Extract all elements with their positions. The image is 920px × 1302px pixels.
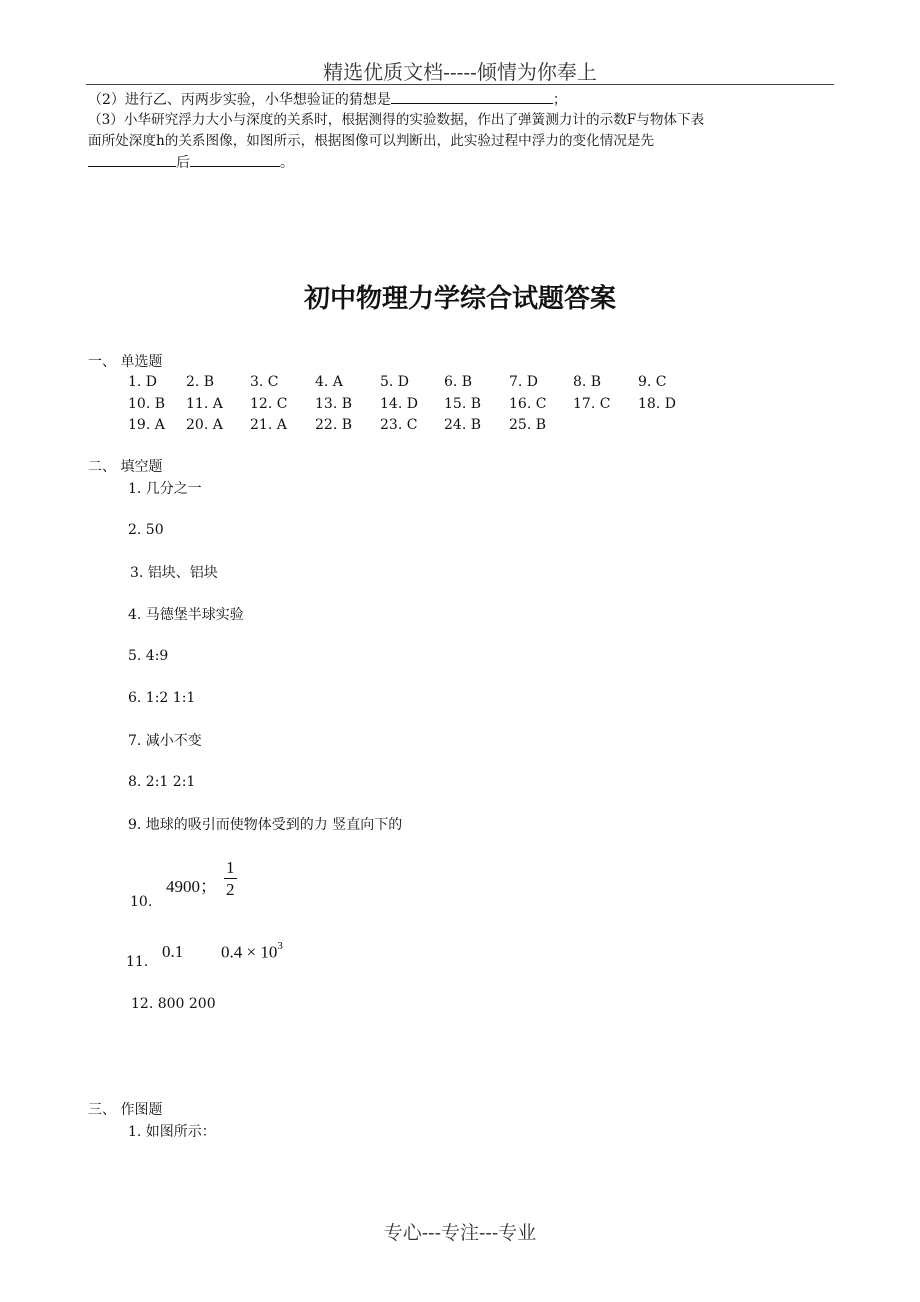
section-drawing: 三、 作图题 <box>88 1102 163 1118</box>
mc-answer: 25. B <box>509 417 547 433</box>
fill-answer-6: 6. 1:2 1:1 <box>128 690 196 706</box>
mc-answer: 7. D <box>509 374 539 390</box>
answer-blank <box>88 152 176 167</box>
question-2 <box>88 89 567 110</box>
mc-answer: 4. A <box>315 374 343 390</box>
question-3-line-3 <box>88 152 294 173</box>
mc-answer: 17. C <box>573 396 611 412</box>
fill-answer-3: 3. 铝块、铝块 <box>130 565 218 581</box>
mc-answer: 21. A <box>250 417 287 433</box>
fraction-numerator: 1 <box>226 858 235 877</box>
mc-answer: 11. A <box>186 396 223 412</box>
question-3-line-1: （3）小华研究浮力大小与深度的关系时，根据测得的实验数据，作出了弹簧测力计的示数F与物体下表 <box>88 112 705 128</box>
mc-answer: 13. B <box>315 396 353 412</box>
fill-answer-11-base: 0.4 × 10 <box>221 942 278 962</box>
mc-answer: 6. B <box>444 374 473 390</box>
answer-title: 初中物理力学综合试题答案 <box>303 284 616 314</box>
fill-answer-11-label: 11. <box>126 954 149 970</box>
mc-answer: 18. D <box>638 396 676 412</box>
fill-answer-11-value-1: 0.1 <box>162 942 184 961</box>
question-2-end: ； <box>552 92 567 108</box>
fill-answer-11-exponent: 3 <box>277 940 283 952</box>
fill-answer-9: 9. 地球的吸引而使物体受到的力 竖直向下的 <box>128 817 403 833</box>
fill-answer-7: 7. 减小不变 <box>128 733 202 749</box>
answer-blank <box>391 89 553 104</box>
fill-answer-8: 8. 2:1 2:1 <box>128 774 196 790</box>
fraction-one-half <box>224 858 237 901</box>
mc-answer: 24. B <box>444 417 482 433</box>
fraction-denominator: 2 <box>226 880 235 899</box>
fill-answer-11-value-2 <box>221 942 283 963</box>
fill-answer-10-label: 10. <box>130 894 153 910</box>
mc-answer: 19. A <box>128 417 165 433</box>
question-2-text: （2）进行乙、丙两步实验，小华想验证的猜想是 <box>88 92 391 108</box>
fill-answer-12: 12. 800 200 <box>131 996 216 1012</box>
answer-blank <box>190 152 280 167</box>
mc-answer: 5. D <box>380 374 410 390</box>
page-footer: 专心---专注---专业 <box>383 1222 537 1244</box>
mc-answer: 16. C <box>509 396 547 412</box>
mc-answer: 22. B <box>315 417 353 433</box>
mc-answer: 20. A <box>186 417 223 433</box>
mc-answer: 10. B <box>128 396 166 412</box>
mc-answer: 1. D <box>128 374 158 390</box>
mc-answer: 14. D <box>380 396 418 412</box>
section-fill-blank: 二、 填空题 <box>88 459 163 475</box>
fill-answer-5: 5. 4:9 <box>128 648 169 664</box>
mc-answer: 23. C <box>380 417 418 433</box>
fill-answer-1: 1. 几分之一 <box>128 481 202 497</box>
question-3-line-2: 面所处深度h的关系图像，如图所示，根据图像可以判断出，此实验过程中浮力的变化情况是先 <box>88 133 655 149</box>
header-rule <box>86 84 834 85</box>
question-3-end: 。 <box>280 155 294 171</box>
question-3-mid: 后 <box>176 155 190 171</box>
mc-answer: 12. C <box>250 396 288 412</box>
mc-answer: 8. B <box>573 374 602 390</box>
fill-answer-2: 2. 50 <box>128 522 164 538</box>
mc-answer: 9. C <box>638 374 667 390</box>
mc-answer: 15. B <box>444 396 482 412</box>
mc-answer: 2. B <box>186 374 215 390</box>
drawing-answer-1: 1. 如图所示： <box>128 1124 216 1140</box>
mc-answer: 3. C <box>250 374 279 390</box>
fill-answer-10-value: 4900； <box>166 877 217 896</box>
fill-answer-4: 4. 马德堡半球实验 <box>128 607 244 623</box>
page-header-title: 精选优质文档-----倾情为你奉上 <box>323 60 597 84</box>
section-single-choice: 一、 单选题 <box>88 354 163 370</box>
